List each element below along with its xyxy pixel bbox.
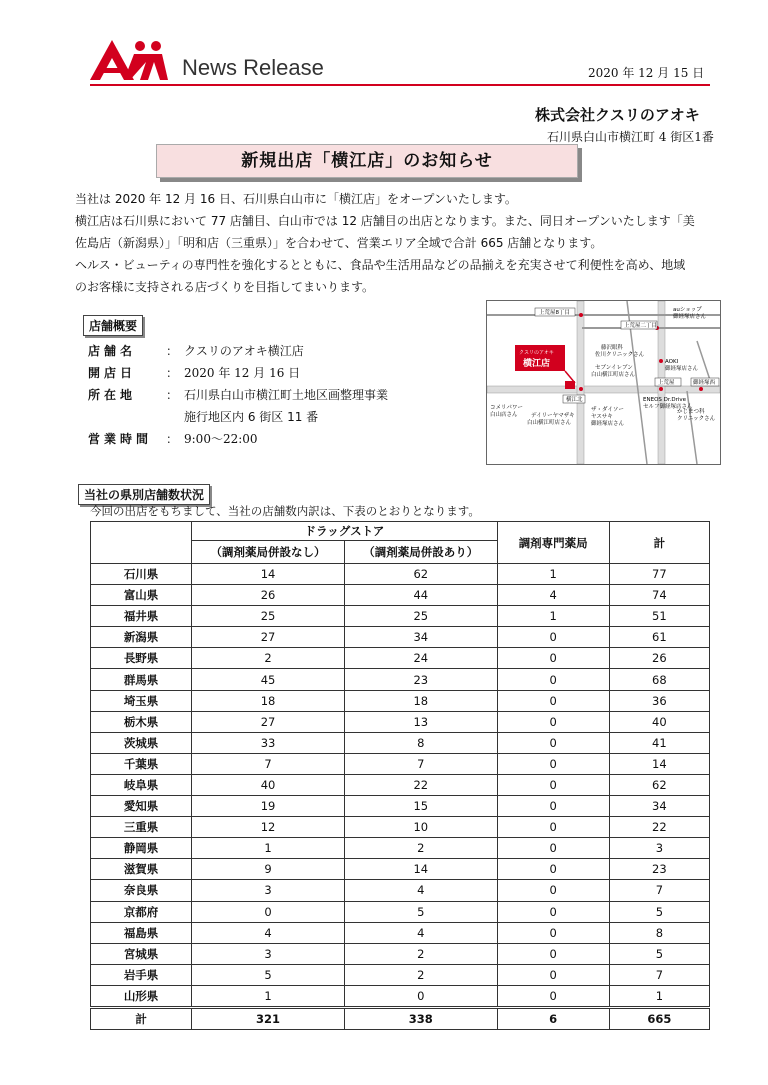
total-cell: 14 — [609, 753, 709, 774]
total-with-pharmacy-cell: 338 — [344, 1007, 497, 1029]
overview-value: 2020 年 12 月 16 日 — [184, 366, 301, 380]
prefecture-cell: 山形県 — [91, 985, 192, 1007]
prefecture-cell: 石川県 — [91, 564, 192, 585]
map-label: ENEOS Dr.Drive — [643, 397, 687, 403]
map-label: 白山店さん — [490, 412, 518, 418]
store-marker-icon — [565, 381, 575, 389]
overview-label: 開店日 — [88, 366, 137, 380]
header-without-pharmacy: （調剤薬局併設なし） — [192, 541, 345, 564]
total-cell: 3 — [609, 838, 709, 859]
drugstore-with-pharmacy-cell: 5 — [344, 901, 497, 922]
map-label: 藤沢眼科 — [601, 345, 624, 351]
drugstore-with-pharmacy-cell: 2 — [344, 838, 497, 859]
store-count-table — [90, 521, 710, 1030]
pharmacy-only-cell: 0 — [497, 711, 609, 732]
drugstore-with-pharmacy-cell: 13 — [344, 711, 497, 732]
prefecture-cell: 福井県 — [91, 606, 192, 627]
drugstore-no-pharmacy-cell: 9 — [192, 859, 345, 880]
total-cell: 23 — [609, 859, 709, 880]
map-label: AOKI — [665, 359, 679, 365]
overview-row-hours — [88, 428, 474, 450]
total-cell: 74 — [609, 585, 709, 606]
drugstore-no-pharmacy-cell: 12 — [192, 817, 345, 838]
overview-value: 施行地区内 6 街区 11 番 — [184, 410, 319, 424]
drugstore-no-pharmacy-cell: 33 — [192, 732, 345, 753]
total-label-cell: 計 — [91, 1007, 192, 1029]
table-row — [91, 648, 710, 669]
total-cell: 8 — [609, 922, 709, 943]
overview-value: 9:00～22:00 — [184, 432, 258, 446]
intro-text — [75, 188, 695, 298]
pharmacy-only-cell: 0 — [497, 753, 609, 774]
drugstore-no-pharmacy-cell: 18 — [192, 690, 345, 711]
total-cell: 1 — [609, 985, 709, 1007]
prefecture-cell: 埼玉県 — [91, 690, 192, 711]
overview-value: クスリのアオキ横江店 — [184, 344, 304, 358]
total-cell: 5 — [609, 943, 709, 964]
table-total-row — [91, 1007, 710, 1029]
map-label: 佐川クリニックさん — [595, 352, 645, 358]
drugstore-no-pharmacy-cell: 4 — [192, 922, 345, 943]
drugstore-with-pharmacy-cell: 8 — [344, 732, 497, 753]
drugstore-with-pharmacy-cell: 44 — [344, 585, 497, 606]
prefecture-cell: 三重県 — [91, 817, 192, 838]
drugstore-with-pharmacy-cell: 4 — [344, 880, 497, 901]
overview-label: 営業時間 — [88, 432, 153, 446]
pharmacy-only-cell: 0 — [497, 985, 609, 1007]
pharmacy-only-cell: 0 — [497, 690, 609, 711]
drugstore-no-pharmacy-cell: 1 — [192, 985, 345, 1007]
table-row — [91, 859, 710, 880]
drugstore-no-pharmacy-cell: 3 — [192, 943, 345, 964]
drugstore-no-pharmacy-cell: 14 — [192, 564, 345, 585]
map-label: セルフ御経塚店さん — [643, 404, 693, 410]
drugstore-with-pharmacy-cell: 23 — [344, 669, 497, 690]
stats-section-label: 当社の県別店舗数状況 — [78, 484, 210, 505]
company-name: 株式会社クスリのアオキ — [535, 106, 700, 124]
table-row — [91, 985, 710, 1007]
drugstore-with-pharmacy-cell: 4 — [344, 922, 497, 943]
announcement-title: 新規出店「横江店」のお知らせ — [156, 144, 578, 178]
map-label: コメリパワー — [490, 405, 523, 411]
prefecture-cell: 京都府 — [91, 901, 192, 922]
map-label: 上荒屋8丁目 — [539, 310, 570, 316]
pharmacy-only-cell: 1 — [497, 606, 609, 627]
overview-colon: ： — [165, 366, 178, 380]
table-row — [91, 943, 710, 964]
pharmacy-only-cell: 0 — [497, 964, 609, 985]
total-cell: 68 — [609, 669, 709, 690]
total-cell: 5 — [609, 901, 709, 922]
drugstore-no-pharmacy-cell: 45 — [192, 669, 345, 690]
total-cell: 61 — [609, 627, 709, 648]
intro-paragraph: 横江店は石川県において 77 店舗目、白山市では 12 店舗目の出店となります。また、同日オープンいたします「美佐島店（新潟県）」「明和店（三重県）」を合わせて、営業エリア全域で合計 665 店舗となります。 — [75, 214, 695, 250]
drugstore-no-pharmacy-cell: 27 — [192, 627, 345, 648]
drugstore-with-pharmacy-cell: 10 — [344, 817, 497, 838]
map-store-brand: クスリのアオキ — [519, 350, 554, 356]
header-total: 計 — [609, 522, 709, 564]
drugstore-no-pharmacy-cell: 40 — [192, 774, 345, 795]
pharmacy-only-cell: 0 — [497, 732, 609, 753]
overview-row-open-date — [88, 362, 474, 384]
drugstore-with-pharmacy-cell: 7 — [344, 753, 497, 774]
overview-row-address-cont — [88, 406, 474, 428]
release-title: News Release — [182, 55, 324, 80]
total-cell: 51 — [609, 606, 709, 627]
table-row — [91, 753, 710, 774]
map-label: ザ・ダイソー — [591, 407, 624, 413]
map-label: 御経塚西 — [693, 380, 716, 386]
pharmacy-only-cell: 0 — [497, 774, 609, 795]
overview-colon: ： — [165, 432, 178, 446]
map-label: クリニックさん — [677, 416, 716, 422]
prefecture-cell: 岩手県 — [91, 964, 192, 985]
company-address: 石川県白山市横江町 4 街区1番 — [547, 130, 714, 144]
store-overview — [88, 340, 474, 450]
pharmacy-only-cell: 0 — [497, 880, 609, 901]
pharmacy-only-cell: 4 — [497, 585, 609, 606]
table-row — [91, 774, 710, 795]
header-with-pharmacy: （調剤薬局併設あり） — [344, 541, 497, 564]
drugstore-with-pharmacy-cell: 2 — [344, 964, 497, 985]
intro-paragraph: ヘルス・ビューティの専門性を強化するとともに、食品や生活用品などの品揃えを充実させて利便性を高め、地域のお客様に支持される店づくりを目指してまいります。 — [75, 258, 686, 294]
total-cell: 41 — [609, 732, 709, 753]
total-no-pharmacy-cell: 321 — [192, 1007, 345, 1029]
table-row — [91, 732, 710, 753]
drugstore-with-pharmacy-cell: 25 — [344, 606, 497, 627]
total-pharmacy-only-cell: 6 — [497, 1007, 609, 1029]
drugstore-no-pharmacy-cell: 2 — [192, 648, 345, 669]
map-label: auショップ — [673, 307, 702, 313]
map-label: 御経塚店さん — [591, 421, 625, 427]
header-rule — [90, 84, 710, 86]
total-cell: 36 — [609, 690, 709, 711]
prefecture-cell: 滋賀県 — [91, 859, 192, 880]
drugstore-with-pharmacy-cell: 24 — [344, 648, 497, 669]
drugstore-with-pharmacy-cell: 18 — [344, 690, 497, 711]
prefecture-cell: 群馬県 — [91, 669, 192, 690]
map-label: セブンイレブン — [595, 365, 633, 371]
overview-label: 店舗名 — [88, 344, 137, 358]
drugstore-no-pharmacy-cell: 3 — [192, 880, 345, 901]
prefecture-cell: 長野県 — [91, 648, 192, 669]
overview-label: 所在地 — [88, 388, 137, 402]
table-header-row — [91, 522, 710, 541]
total-cell: 34 — [609, 796, 709, 817]
prefecture-cell: 福島県 — [91, 922, 192, 943]
pharmacy-only-cell: 0 — [497, 817, 609, 838]
overview-colon: ： — [165, 388, 178, 402]
table-row — [91, 880, 710, 901]
drugstore-no-pharmacy-cell: 26 — [192, 585, 345, 606]
pharmacy-only-cell: 1 — [497, 564, 609, 585]
prefecture-cell: 奈良県 — [91, 880, 192, 901]
overview-colon: ： — [165, 344, 178, 358]
prefecture-cell: 茨城県 — [91, 732, 192, 753]
total-cell: 26 — [609, 648, 709, 669]
map-label: 上荒屋二丁目 — [624, 323, 658, 329]
map-label: 白山横江町店さん — [527, 420, 572, 426]
pharmacy-only-cell: 0 — [497, 901, 609, 922]
table-row — [91, 796, 710, 817]
table-row — [91, 901, 710, 922]
prefecture-cell: 新潟県 — [91, 627, 192, 648]
drugstore-with-pharmacy-cell: 62 — [344, 564, 497, 585]
prefecture-cell: 栃木県 — [91, 711, 192, 732]
drugstore-no-pharmacy-cell: 25 — [192, 606, 345, 627]
overview-row-address — [88, 384, 474, 406]
drugstore-no-pharmacy-cell: 7 — [192, 753, 345, 774]
drugstore-with-pharmacy-cell: 2 — [344, 943, 497, 964]
map-label: ヤスサキ — [591, 414, 613, 420]
drugstore-with-pharmacy-cell: 34 — [344, 627, 497, 648]
map-label: 御経塚店さん — [665, 366, 699, 372]
pharmacy-only-cell: 0 — [497, 796, 609, 817]
prefecture-cell: 愛知県 — [91, 796, 192, 817]
table-row — [91, 669, 710, 690]
overview-value: 石川県白山市横江町土地区画整理事業 — [184, 388, 389, 402]
prefecture-cell: 宮城県 — [91, 943, 192, 964]
pharmacy-only-cell: 0 — [497, 943, 609, 964]
drugstore-with-pharmacy-cell: 14 — [344, 859, 497, 880]
total-cell: 22 — [609, 817, 709, 838]
table-row — [91, 817, 710, 838]
table-row — [91, 627, 710, 648]
table-row — [91, 711, 710, 732]
drugstore-no-pharmacy-cell: 27 — [192, 711, 345, 732]
total-cell: 40 — [609, 711, 709, 732]
prefecture-cell: 岐阜県 — [91, 774, 192, 795]
total-cell: 77 — [609, 564, 709, 585]
overview-section-label: 店舗概要 — [83, 315, 143, 336]
table-body — [91, 564, 710, 1030]
drugstore-no-pharmacy-cell: 19 — [192, 796, 345, 817]
pharmacy-only-cell: 0 — [497, 922, 609, 943]
map-store-name: 横江店 — [523, 359, 551, 369]
map-label: 上荒屋 — [658, 380, 675, 386]
pharmacy-only-cell: 0 — [497, 838, 609, 859]
grand-total-cell: 665 — [609, 1007, 709, 1029]
table-row — [91, 585, 710, 606]
header-empty — [91, 522, 192, 564]
prefecture-cell: 富山県 — [91, 585, 192, 606]
table-row — [91, 690, 710, 711]
pharmacy-only-cell: 0 — [497, 859, 609, 880]
overview-row-name — [88, 340, 474, 362]
drugstore-with-pharmacy-cell: 0 — [344, 985, 497, 1007]
table-row — [91, 606, 710, 627]
drugstore-no-pharmacy-cell: 1 — [192, 838, 345, 859]
drugstore-no-pharmacy-cell: 0 — [192, 901, 345, 922]
table-note: 今回の出店をもちまして、当社の店舗数内訳は、下表のとおりとなります。 — [90, 504, 480, 518]
prefecture-cell: 千葉県 — [91, 753, 192, 774]
drugstore-with-pharmacy-cell: 15 — [344, 796, 497, 817]
map-label: デイリーヤマザキ — [531, 413, 575, 419]
table-row — [91, 922, 710, 943]
company-logo — [90, 38, 168, 84]
table-row — [91, 564, 710, 585]
map-label: 白山横江町店さん — [591, 372, 636, 378]
map-label: 御経塚店さん — [673, 314, 707, 320]
table-row — [91, 964, 710, 985]
pharmacy-only-cell: 0 — [497, 648, 609, 669]
issue-date: 2020 年 12 月 15 日 — [588, 66, 705, 80]
intro-paragraph: 当社は 2020 年 12 月 16 日、石川県白山市に「横江店」をオープンいたします。 — [75, 192, 517, 206]
header-drugstore: ドラッグストア — [192, 522, 498, 541]
table-row — [91, 838, 710, 859]
header-pharmacy-only: 調剤専門薬局 — [497, 522, 609, 564]
map-label: かじまつ科 — [677, 409, 705, 415]
prefecture-cell: 静岡県 — [91, 838, 192, 859]
total-cell: 7 — [609, 880, 709, 901]
total-cell: 7 — [609, 964, 709, 985]
map-label: 横江北 — [566, 397, 583, 403]
location-map — [486, 300, 721, 465]
pharmacy-only-cell: 0 — [497, 669, 609, 690]
drugstore-with-pharmacy-cell: 22 — [344, 774, 497, 795]
pharmacy-only-cell: 0 — [497, 627, 609, 648]
total-cell: 62 — [609, 774, 709, 795]
drugstore-no-pharmacy-cell: 5 — [192, 964, 345, 985]
